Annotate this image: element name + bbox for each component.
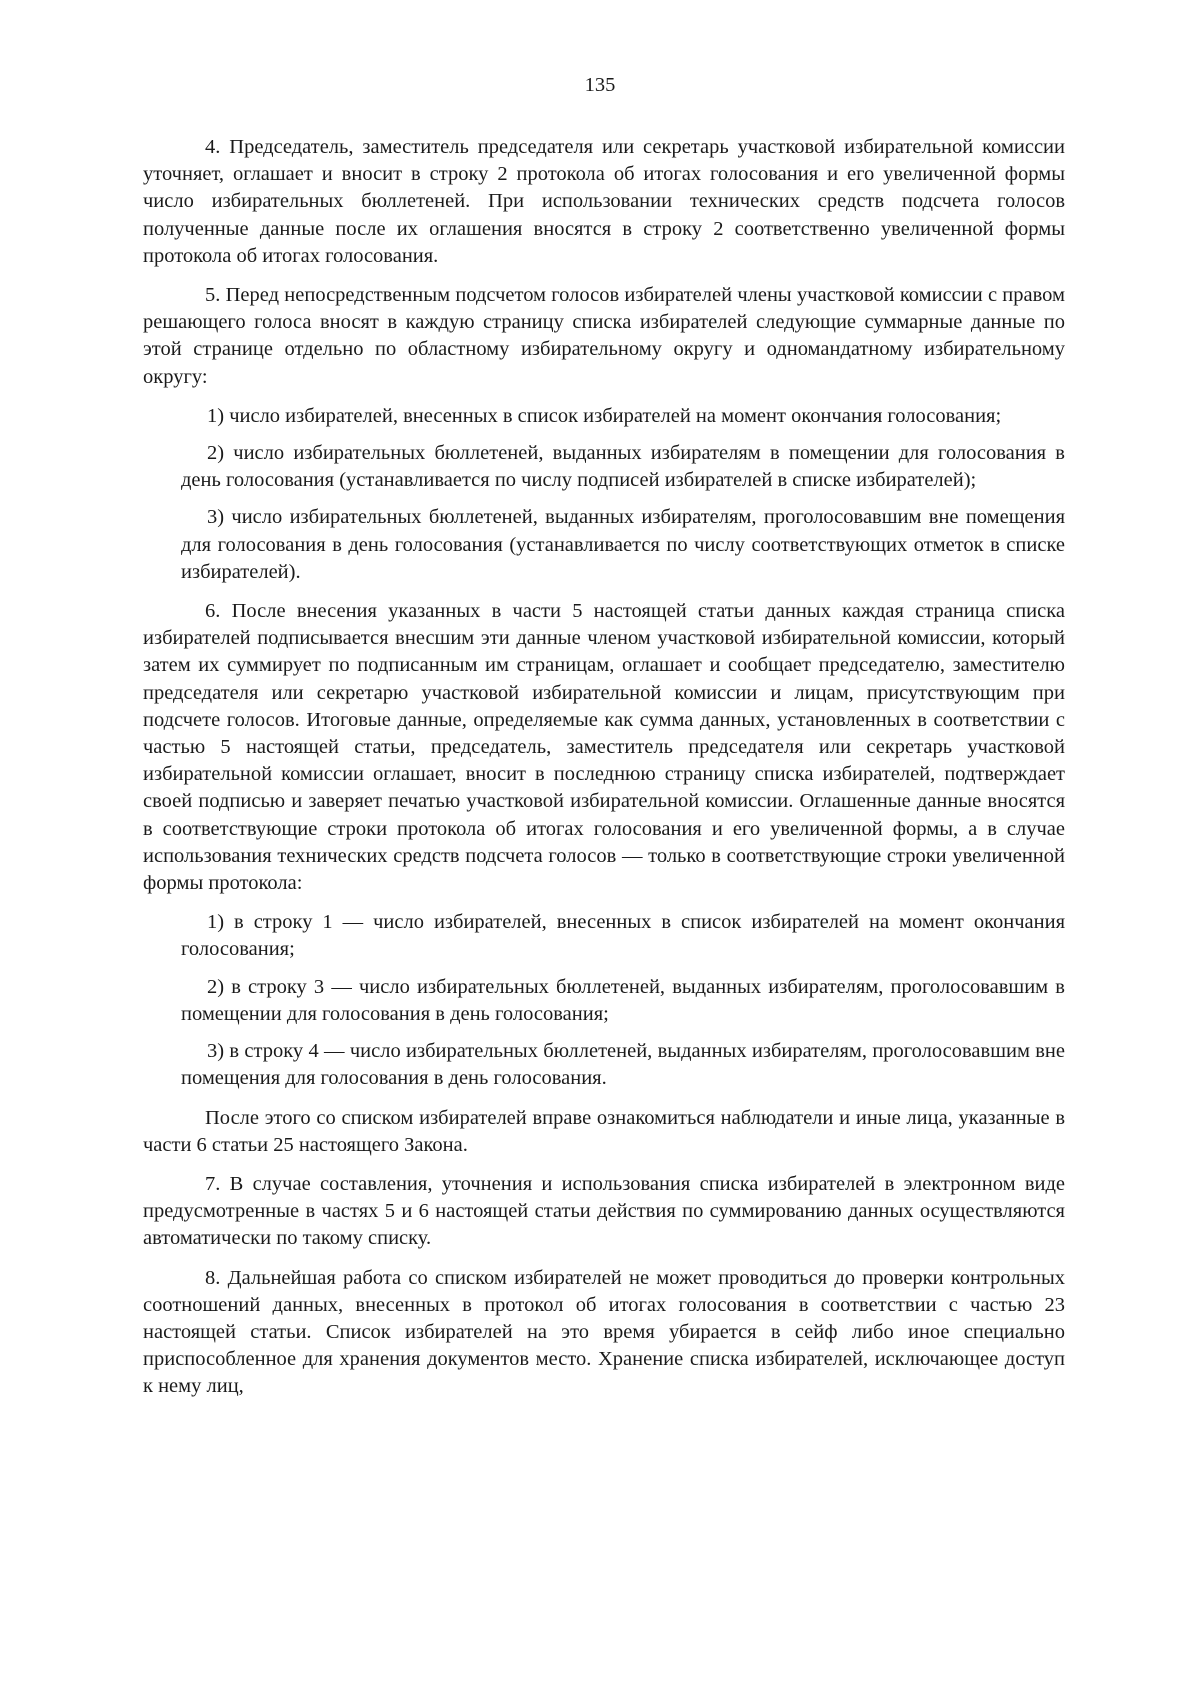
- paragraph-6-item-2: 2) в строку 3 — число избирательных бюллетеней, выданных избирателям, проголосовавшим в помещении для голосования в день голосования;: [181, 975, 1065, 1025]
- paragraph-6-item-1: 1) в строку 1 — число избирателей, внесенных в список избирателей на момент окончания голосования;: [181, 911, 1065, 961]
- document-body: [143, 134, 1065, 1413]
- page-number: 135: [584, 74, 616, 96]
- paragraph-5-item-1: 1) число избирателей, внесенных в список избирателей на момент окончания голосования;: [207, 404, 1002, 427]
- paragraph-5: 5. Перед непосредственным подсчетом голосов избирателей члены участковой комиссии с правом решающего голоса вносят в каждую страницу списка избирателей следующие суммарные данные по этой странице отдельно по областному избирательному округу и одномандатному избирательному округу:: [143, 284, 1065, 388]
- paragraph-8: 8. Дальнейшая работа со списком избирателей не может проводиться до проверки контрольных соотношений данных, внесенных в протокол об итогах голосования в соответствии с частью 23 настоящей статьи. Список избирателей на это время убирается в сейф либо иное специально приспособленное для хранения документов место. Хранение списка избирателей, исключающее доступ к нему лиц,: [143, 1266, 1065, 1398]
- paragraph-5-item-2: 2) число избирательных бюллетеней, выданных избирателям в помещении для голосования в день голосования (устанавливается по числу подписей избирателей в списке избирателей);: [181, 442, 1065, 492]
- paragraph-4: 4. Председатель, заместитель председателя или секретарь участковой избирательной комиссии уточняет, оглашает и вносит в строку 2 протокола об итогах голосования и его увеличенной формы число избирательных бюллетеней. При использовании технических средств подсчета голосов полученные данные после их оглашения вносятся в строку 2 соответственно увеличенной формы протокола об итогах голосования.: [143, 136, 1065, 267]
- paragraph-6-item-3: 3) в строку 4 — число избирательных бюллетеней, выданных избирателям, проголосовавшим вне помещения для голосования в день голосования.: [181, 1040, 1065, 1090]
- paragraph-7: 7. В случае составления, уточнения и использования списка избирателей в электронном виде предусмотренные в частях 5 и 6 настоящей статьи действия по суммированию данных осуществляются автоматически по такому списку.: [143, 1172, 1065, 1250]
- paragraph-6: 6. После внесения указанных в части 5 настоящей статьи данных каждая страница списка избирателей подписывается внесшим эти данные членом участковой избирательной комиссии, который затем их суммирует по подписанным им страницам, оглашает и сообщает председателю, заместителю председателя или секретарю участковой избирательной комиссии и лицам, присутствующим при подсчете голосов. Итоговые данные, определяемые как сумма данных, установленных в соответствии с частью 5 настоящей статьи, председатель, заместитель председателя или секретарь участковой избирательной комиссии оглашает, вносит в последнюю страницу списка избирателей, подтверждает своей подписью и заверяет печатью участковой избирательной комиссии. Оглашенные данные вносятся в соответствующие строки протокола об итогах голосования и его увеличенной формы, а в случае использования технических средств подсчета голосов — только в соответствующие строки увеличенной формы протокола:: [143, 600, 1065, 895]
- paragraph-6-followup: После этого со списком избирателей вправе ознакомиться наблюдатели и иные лица, указанные в части 6 статьи 25 настоящего Закона.: [143, 1106, 1065, 1156]
- paragraph-5-item-3: 3) число избирательных бюллетеней, выданных избирателям, проголосовавшим вне помещения для голосования в день голосования (устанавливается по числу соответствующих отметок в списке избирателей).: [181, 506, 1065, 583]
